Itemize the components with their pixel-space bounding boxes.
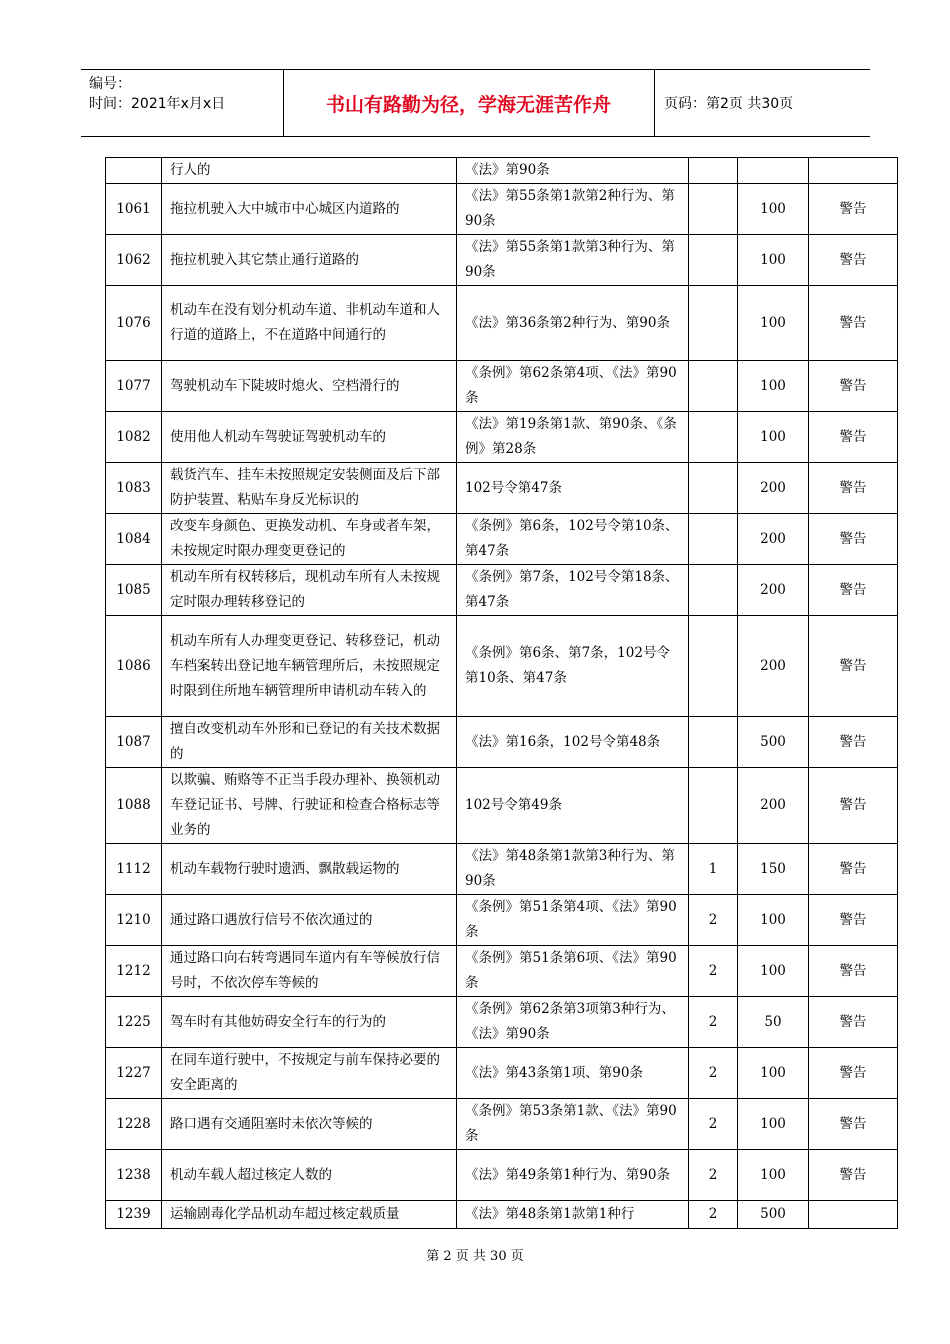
penalty-action: 警告 [809,463,898,514]
penalty-action: 警告 [809,565,898,616]
table-row [106,1201,898,1229]
penalty-action [809,158,898,184]
legal-basis: 《法》第48条第1款第3种行为、第90条 [457,844,689,895]
header-motto: 书山有路勤为径，学海无涯苦作舟 [325,93,611,116]
penalty-points [689,235,738,286]
violation-description: 机动车载人超过核定人数的 [162,1150,457,1201]
table-row [106,844,898,895]
violation-description: 机动车所有权转移后，现机动车所有人未按规定时限办理转移登记的 [162,565,457,616]
violation-description: 路口遇有交通阻塞时未依次等候的 [162,1099,457,1150]
violation-table [105,157,898,1229]
violation-code: 1112 [106,844,162,895]
header-meta [89,74,225,114]
legal-basis: 《法》第16条，102号令第48条 [457,717,689,768]
violation-description: 拖拉机驶入大中城市中心城区内道路的 [162,184,457,235]
legal-basis: 《条例》第62条第3项第3种行为、《法》第90条 [457,997,689,1048]
penalty-action: 警告 [809,235,898,286]
fine-amount: 200 [738,565,809,616]
penalty-points [689,565,738,616]
penalty-action: 警告 [809,717,898,768]
penalty-points [689,184,738,235]
violation-description: 通过路口遇放行信号不依次通过的 [162,895,457,946]
penalty-action: 警告 [809,361,898,412]
table-row [106,1150,898,1201]
penalty-points: 1 [689,844,738,895]
legal-basis: 《法》第90条 [457,158,689,184]
table-row [106,184,898,235]
document-number-label: 编号： [89,76,131,92]
table-row [106,158,898,184]
fine-amount: 100 [738,946,809,997]
penalty-points [689,717,738,768]
violation-description: 驾驶机动车下陡坡时熄火、空档滑行的 [162,361,457,412]
penalty-points: 2 [689,1150,738,1201]
table-row [106,717,898,768]
penalty-action: 警告 [809,514,898,565]
penalty-points: 2 [689,997,738,1048]
penalty-points [689,514,738,565]
violation-code: 1077 [106,361,162,412]
table-row [106,946,898,997]
penalty-action: 警告 [809,1150,898,1201]
fine-amount: 200 [738,514,809,565]
violation-description: 通过路口向右转弯遇同车道内有车等候放行信号时，不依次停车等候的 [162,946,457,997]
violation-description: 在同车道行驶中，不按规定与前车保持必要的安全距离的 [162,1048,457,1099]
violation-description: 以欺骗、贿赂等不正当手段办理补、换领机动车登记证书、号牌、行驶证和检查合格标志等业务的 [162,768,457,844]
table-row [106,768,898,844]
penalty-points: 2 [689,895,738,946]
table-row [106,1099,898,1150]
table-row [106,235,898,286]
table-row [106,412,898,463]
violation-code: 1210 [106,895,162,946]
penalty-points [689,616,738,717]
table-row [106,565,898,616]
fine-amount: 100 [738,412,809,463]
violation-code: 1239 [106,1201,162,1229]
table-row [106,514,898,565]
penalty-points: 2 [689,1048,738,1099]
penalty-action: 警告 [809,997,898,1048]
violation-code: 1212 [106,946,162,997]
penalty-action: 警告 [809,616,898,717]
violation-description: 运输剧毒化学品机动车超过核定载质量 [162,1201,457,1229]
fine-amount: 100 [738,1048,809,1099]
violation-code: 1061 [106,184,162,235]
legal-basis: 《条例》第6条，102号令第10条、第47条 [457,514,689,565]
violation-code: 1238 [106,1150,162,1201]
violation-description: 机动车所有人办理变更登记、转移登记，机动车档案转出登记地车辆管理所后，未按照规定时限到住所地车辆管理所申请机动车转入的 [162,616,457,717]
penalty-points [689,463,738,514]
fine-amount: 50 [738,997,809,1048]
violation-code [106,158,162,184]
legal-basis: 《条例》第7条，102号令第18条、第47条 [457,565,689,616]
fine-amount: 100 [738,895,809,946]
violation-code: 1088 [106,768,162,844]
legal-basis: 《条例》第6条、第7条，102号令第10条、第47条 [457,616,689,717]
violation-code: 1082 [106,412,162,463]
fine-amount [738,158,809,184]
fine-amount: 100 [738,286,809,361]
fine-amount: 100 [738,184,809,235]
legal-basis: 《法》第36条第2种行为、第90条 [457,286,689,361]
fine-amount: 100 [738,235,809,286]
legal-basis: 《法》第19条第1款、第90条、《条例》第28条 [457,412,689,463]
violation-code: 1227 [106,1048,162,1099]
penalty-points [689,158,738,184]
fine-amount: 200 [738,768,809,844]
penalty-action: 警告 [809,1048,898,1099]
table-row [106,463,898,514]
violation-description: 拖拉机驶入其它禁止通行道路的 [162,235,457,286]
table-row [106,361,898,412]
violation-code: 1087 [106,717,162,768]
violation-code: 1084 [106,514,162,565]
penalty-action: 警告 [809,1099,898,1150]
penalty-points [689,361,738,412]
document-date-label: 时间：2021年x月x日 [89,96,226,112]
fine-amount: 200 [738,463,809,514]
violation-code: 1228 [106,1099,162,1150]
violation-description: 机动车在没有划分机动车道、非机动车道和人行道的道路上，不在道路中间通行的 [162,286,457,361]
violation-description: 使用他人机动车驾驶证驾驶机动车的 [162,412,457,463]
fine-amount: 500 [738,717,809,768]
table-row [106,997,898,1048]
legal-basis: 《法》第55条第1款第3种行为、第90条 [457,235,689,286]
violation-code: 1062 [106,235,162,286]
violation-description: 驾车时有其他妨碍安全行车的行为的 [162,997,457,1048]
legal-basis: 《法》第55条第1款第2种行为、第90条 [457,184,689,235]
fine-amount: 500 [738,1201,809,1229]
violation-description: 擅自改变机动车外形和已登记的有关技术数据的 [162,717,457,768]
legal-basis: 《条例》第62条第4项、《法》第90条 [457,361,689,412]
penalty-points: 2 [689,946,738,997]
legal-basis: 《条例》第51条第4项、《法》第90条 [457,895,689,946]
fine-amount: 200 [738,616,809,717]
legal-basis: 《法》第48条第1款第1种行 [457,1201,689,1229]
violation-code: 1225 [106,997,162,1048]
penalty-action: 警告 [809,844,898,895]
violation-description: 机动车载物行驶时遗洒、飘散载运物的 [162,844,457,895]
violation-description: 载货汽车、挂车未按照规定安装侧面及后下部防护装置、粘贴车身反光标识的 [162,463,457,514]
penalty-points: 2 [689,1201,738,1229]
penalty-action: 警告 [809,768,898,844]
penalty-action [809,1201,898,1229]
page-footer: 第 2 页 共 30 页 [426,1249,524,1264]
violation-code: 1083 [106,463,162,514]
table-row [106,895,898,946]
legal-basis: 102号令第49条 [457,768,689,844]
violation-description: 改变车身颜色、更换发动机、车身或者车架，未按规定时限办理变更登记的 [162,514,457,565]
penalty-points: 2 [689,1099,738,1150]
penalty-points [689,286,738,361]
legal-basis: 102号令第47条 [457,463,689,514]
penalty-points [689,412,738,463]
fine-amount: 100 [738,1099,809,1150]
penalty-action: 警告 [809,412,898,463]
penalty-action: 警告 [809,184,898,235]
table-row [106,286,898,361]
violation-code: 1085 [106,565,162,616]
legal-basis: 《法》第49条第1种行为、第90条 [457,1150,689,1201]
legal-basis: 《法》第43条第1项、第90条 [457,1048,689,1099]
fine-amount: 100 [738,1150,809,1201]
penalty-action: 警告 [809,946,898,997]
penalty-points [689,768,738,844]
legal-basis: 《条例》第51条第6项、《法》第90条 [457,946,689,997]
violation-code: 1076 [106,286,162,361]
table-row [106,616,898,717]
penalty-action: 警告 [809,895,898,946]
page-header [81,69,870,137]
fine-amount: 150 [738,844,809,895]
violation-description: 行人的 [162,158,457,184]
legal-basis: 《条例》第53条第1款、《法》第90条 [457,1099,689,1150]
table-row [106,1048,898,1099]
violation-code: 1086 [106,616,162,717]
fine-amount: 100 [738,361,809,412]
header-page-info: 页码：第2页 共30页 [664,96,794,112]
penalty-action: 警告 [809,286,898,361]
header-divider [654,70,655,136]
